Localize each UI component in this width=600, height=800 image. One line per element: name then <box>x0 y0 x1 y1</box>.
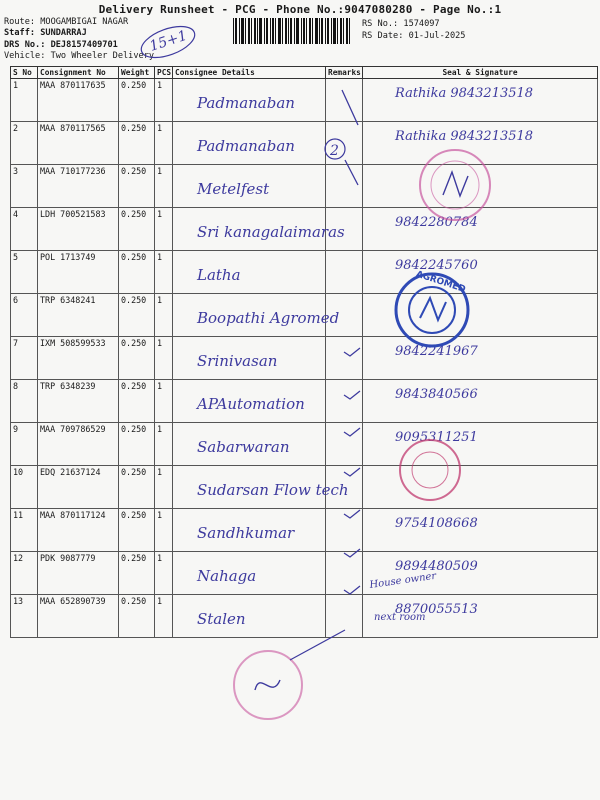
table-row <box>11 423 598 466</box>
consignee-cell <box>173 595 326 638</box>
staff-label: Staff: SUNDARRAJ <box>4 28 87 38</box>
sno-cell: 9 <box>11 423 38 466</box>
remarks-cell <box>326 552 363 595</box>
pcs-cell: 1 <box>155 165 173 208</box>
weight-cell: 0.250 <box>119 552 155 595</box>
consignment-cell: TRP 6348239 <box>38 380 119 423</box>
seal-cell <box>363 380 598 423</box>
table-row <box>11 79 598 122</box>
bottom-seal-icon <box>234 651 302 719</box>
pcs-cell: 1 <box>155 251 173 294</box>
pcs-cell: 1 <box>155 552 173 595</box>
consignment-cell: MAA 652890739 <box>38 595 119 638</box>
pcs-cell: 1 <box>155 595 173 638</box>
table-row <box>11 208 598 251</box>
consignee-handwriting: Sabarwaran <box>197 438 290 456</box>
pcs-cell: 1 <box>155 466 173 509</box>
signature-handwriting: 9842241967 <box>395 344 478 359</box>
signature-handwriting: Rathika 9843213518 <box>395 129 534 144</box>
seal-cell <box>363 595 598 638</box>
consignee-handwriting: Padmanaban <box>197 137 295 155</box>
seal-cell <box>363 552 598 595</box>
consignee-cell <box>173 337 326 380</box>
row2-mark: 2 <box>330 143 339 159</box>
pcs-cell: 1 <box>155 122 173 165</box>
sno-cell: 10 <box>11 466 38 509</box>
weight-cell: 0.250 <box>119 294 155 337</box>
consignee-cell <box>173 165 326 208</box>
table-row <box>11 251 598 294</box>
weight-cell: 0.250 <box>119 509 155 552</box>
vehicle-label: Vehicle: Two Wheeler Delivery <box>4 51 155 61</box>
sno-cell: 6 <box>11 294 38 337</box>
consignee-handwriting: Latha <box>197 266 241 284</box>
barcode-icon <box>232 18 352 44</box>
seal-cell <box>363 423 598 466</box>
pcs-cell: 1 <box>155 380 173 423</box>
signature-handwriting: Rathika 9843213518 <box>395 86 534 101</box>
table-row <box>11 122 598 165</box>
table-row <box>11 595 598 638</box>
consignee-cell <box>173 380 326 423</box>
sno-cell: 4 <box>11 208 38 251</box>
seal-cell <box>363 251 598 294</box>
consignee-cell <box>173 294 340 337</box>
consignee-cell <box>173 552 326 595</box>
seal-cell <box>363 165 598 208</box>
signature-handwriting: 9894480509 <box>395 559 478 574</box>
sno-cell: 5 <box>11 251 38 294</box>
signature-handwriting: 9754108668 <box>395 516 478 531</box>
pcs-cell: 1 <box>155 79 173 122</box>
remarks-cell <box>326 380 363 423</box>
signature-handwriting: 9842280784 <box>395 215 478 230</box>
rs-number: RS No.: 1574097 <box>362 19 440 29</box>
table-row <box>11 380 598 423</box>
next-room-note: next room <box>374 612 426 623</box>
col-header-pcs: PCS <box>155 67 173 79</box>
weight-cell: 0.250 <box>119 251 155 294</box>
pcs-cell: 1 <box>155 208 173 251</box>
table-row <box>11 165 598 208</box>
signature-handwriting: 8870055513 <box>395 602 478 617</box>
weight-cell: 0.250 <box>119 423 155 466</box>
consignee-handwriting: APAutomation <box>197 395 305 413</box>
seal-cell <box>363 294 598 337</box>
consignee-cell <box>173 251 326 294</box>
sno-cell: 12 <box>11 552 38 595</box>
seal-cell <box>363 79 598 122</box>
seal-cell <box>363 509 598 552</box>
remarks-cell <box>326 251 363 294</box>
consignee-cell <box>173 423 326 466</box>
sno-cell: 3 <box>11 165 38 208</box>
weight-cell: 0.250 <box>119 380 155 423</box>
consignment-cell: MAA 870117635 <box>38 79 119 122</box>
remarks-cell <box>326 509 363 552</box>
consignee-handwriting: Boopathi Agromed <box>197 309 340 327</box>
table-row <box>11 337 598 380</box>
consignment-cell: IXM 508599533 <box>38 337 119 380</box>
sno-cell: 8 <box>11 380 38 423</box>
consignment-cell: TRP 6348241 <box>38 294 119 337</box>
signature-handwriting: 9095311251 <box>395 430 478 445</box>
col-header-consignment: Consignment No <box>38 67 119 79</box>
stamp-text: AGROMED <box>414 269 467 295</box>
document-title: Delivery Runsheet - PCG - Phone No.:9047080280 - Page No.:1 <box>98 3 502 16</box>
sno-cell: 1 <box>11 79 38 122</box>
seal-cell <box>363 208 598 251</box>
house-owner-note: House owner <box>368 570 437 591</box>
consignment-cell: MAA 709786529 <box>38 423 119 466</box>
weight-cell: 0.250 <box>119 165 155 208</box>
table-header-row <box>11 67 598 79</box>
weight-cell: 0.250 <box>119 208 155 251</box>
col-header-seal: Seal & Signature <box>363 67 598 79</box>
consignee-handwriting: Nahaga <box>197 567 257 585</box>
pcs-cell: 1 <box>155 337 173 380</box>
consignee-cell <box>173 79 326 122</box>
pcs-cell: 1 <box>155 509 173 552</box>
consignment-cell: POL 1713749 <box>38 251 119 294</box>
consignee-handwriting: Metelfest <box>197 180 270 198</box>
count-annotation: 15+1 <box>147 27 190 55</box>
seal-cell <box>363 122 598 165</box>
remarks-cell <box>326 79 363 122</box>
col-header-remarks: Remarks <box>326 67 363 79</box>
sno-cell: 13 <box>11 595 38 638</box>
weight-cell: 0.250 <box>119 337 155 380</box>
consignee-cell <box>173 466 349 509</box>
seal-cell <box>363 466 598 509</box>
seal-cell <box>363 337 598 380</box>
consignee-cell <box>173 208 345 251</box>
pcs-cell: 1 <box>155 294 173 337</box>
consignee-handwriting: Sri kanagalaimaras <box>197 223 345 241</box>
weight-cell: 0.250 <box>119 595 155 638</box>
consignment-cell: MAA 870117124 <box>38 509 119 552</box>
table-row <box>11 552 598 595</box>
consignee-handwriting: Srinivasan <box>197 352 278 370</box>
consignee-handwriting: Sandhkumar <box>197 524 295 542</box>
sno-cell: 11 <box>11 509 38 552</box>
consignment-cell: EDQ 21637124 <box>38 466 119 509</box>
rs-date: RS Date: 01-Jul-2025 <box>362 31 466 41</box>
remarks-cell <box>326 595 363 638</box>
table-row <box>11 509 598 552</box>
runsheet-table <box>10 66 598 638</box>
consignee-cell <box>173 122 326 165</box>
consignee-handwriting: Stalen <box>197 610 246 628</box>
weight-cell: 0.250 <box>119 122 155 165</box>
route-label: Route: MOOGAMBIGAI NAGAR <box>4 17 129 27</box>
col-header-sno: S No <box>11 67 38 79</box>
sno-cell: 2 <box>11 122 38 165</box>
pcs-cell: 1 <box>155 423 173 466</box>
consignment-cell: LDH 700521583 <box>38 208 119 251</box>
consignee-cell <box>173 509 326 552</box>
signature-handwriting: 9843840566 <box>395 387 478 402</box>
remarks-cell <box>326 423 363 466</box>
remarks-cell <box>326 165 363 208</box>
consignee-handwriting: Sudarsan Flow tech <box>197 481 349 499</box>
col-header-consignee: Consignee Details <box>173 67 326 79</box>
drs-number: DRS No.: DEJ8157409701 <box>4 40 118 50</box>
signature-handwriting: 9842245760 <box>395 258 478 273</box>
weight-cell: 0.250 <box>119 466 155 509</box>
consignment-cell: MAA 710177236 <box>38 165 119 208</box>
consignee-handwriting: Padmanaban <box>197 94 295 112</box>
sno-cell: 7 <box>11 337 38 380</box>
consignment-cell: MAA 870117565 <box>38 122 119 165</box>
weight-cell: 0.250 <box>119 79 155 122</box>
consignment-cell: PDK 9087779 <box>38 552 119 595</box>
remarks-cell <box>326 337 363 380</box>
table-row <box>11 294 598 337</box>
table-row <box>11 466 598 509</box>
remarks-cell <box>326 122 363 165</box>
col-header-weight: Weight <box>119 67 155 79</box>
